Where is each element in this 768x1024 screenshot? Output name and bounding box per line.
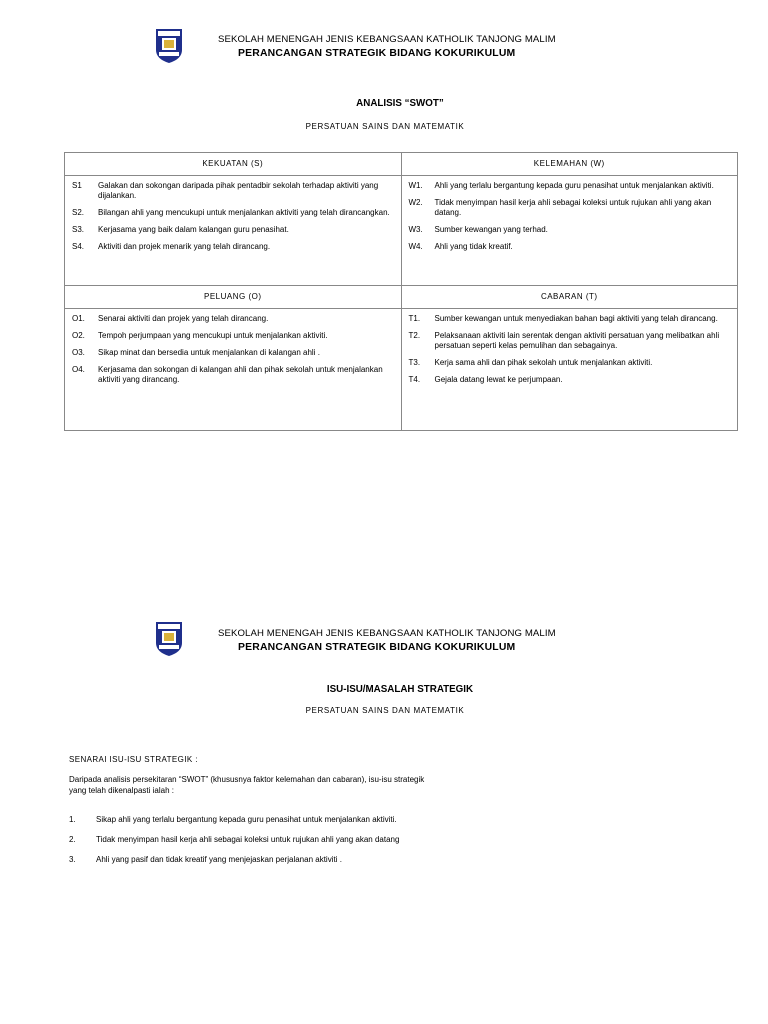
threat-item	[409, 314, 732, 324]
item-code: T2.	[408, 331, 421, 340]
item-text: Kerjasama yang baik dalam kalangan guru penasihat.	[98, 225, 289, 234]
threats-cell	[401, 309, 738, 431]
strength-item	[72, 242, 395, 252]
item-text: Kerja sama ahli dan pihak sekolah untuk menjalankan aktiviti.	[434, 358, 653, 367]
item-number: 2.	[69, 835, 76, 844]
issues-list	[69, 815, 399, 875]
item-code: O1.	[72, 314, 85, 323]
item-number: 1.	[69, 815, 76, 824]
item-text: Aktiviti dan projek menarik yang telah dirancang.	[98, 242, 271, 251]
item-text: Senarai aktiviti dan projek yang telah dirancang.	[98, 314, 269, 323]
item-text: Sumber kewangan yang terhad.	[434, 225, 548, 234]
threat-item	[409, 375, 732, 385]
school-crest-icon	[155, 621, 183, 657]
weakness-item	[409, 198, 732, 218]
page-subtitle: PERSATUAN SAINS DAN MATEMATIK	[305, 122, 465, 131]
item-text: Kerjasama dan sokongan di kalangan ahli dan pihak sekolah untuk menjalankan aktiviti yang dirancang.	[98, 365, 383, 384]
opportunity-item	[72, 365, 395, 385]
list-item	[69, 815, 399, 824]
item-text: Ahli yang tidak kreatif.	[434, 242, 513, 251]
item-code: T1.	[408, 314, 421, 323]
opportunities-cell	[65, 309, 402, 431]
item-code: O2.	[72, 331, 85, 340]
item-code: S4.	[72, 242, 85, 251]
item-text: Galakan dan sokongan daripada pihak pentadbir sekolah terhadap aktiviti yang dijalankan.	[98, 181, 379, 200]
opportunity-item	[72, 331, 395, 341]
item-text: Sumber kewangan untuk menyediakan bahan bagi aktiviti yang telah dirancang.	[434, 314, 718, 323]
threat-item	[409, 358, 732, 368]
list-item	[69, 835, 399, 844]
threats-header: CABARAN (T)	[401, 286, 738, 309]
item-code: O4.	[72, 365, 85, 374]
strength-item	[72, 181, 395, 201]
item-code: S1	[72, 181, 82, 190]
item-text: Tidak menyimpan hasil kerja ahli sebagai koleksi untuk rujukan ahli yang akan datang.	[434, 198, 712, 217]
item-text: Tidak menyimpan hasil kerja ahli sebagai koleksi untuk rujukan ahli yang akan datang	[96, 835, 400, 844]
item-text: Pelaksanaan aktiviti lain serentak dengan aktiviti persatuan yang melibatkan ahli persatuan seperti kelas pemulihan dan sebagainya.	[434, 331, 720, 350]
item-text: Sikap ahli yang terlalu bergantung kepada guru penasihat untuk menjalankan aktiviti.	[96, 815, 397, 824]
school-name: SEKOLAH MENENGAH JENIS KEBANGSAAN KATHOLIK TANJONG MALIM	[218, 34, 556, 45]
item-text: Bilangan ahli yang mencukupi untuk menjalankan aktiviti yang telah dirancangkan.	[98, 208, 390, 217]
page-title: ISU-ISU/MASALAH STRATEGIK	[326, 684, 474, 695]
page-title: ANALISIS “SWOT”	[356, 98, 444, 109]
department-title: PERANCANGAN STRATEGIK BIDANG KOKURIKULUM	[238, 48, 516, 59]
item-text: Gejala datang lewat ke perjumpaan.	[434, 375, 563, 384]
item-code: W1.	[408, 181, 423, 190]
issues-heading: SENARAI ISU-ISU STRATEGIK :	[69, 755, 198, 764]
item-number: 3.	[69, 855, 76, 864]
intro-line-1: Daripada analisis persekitaran “SWOT” (khususnya faktor kelemahan dan cabaran), isu-isu strategik	[69, 775, 425, 784]
department-title: PERANCANGAN STRATEGIK BIDANG KOKURIKULUM	[238, 642, 516, 653]
swot-table	[64, 152, 738, 431]
item-code: W4.	[408, 242, 423, 251]
page-subtitle: PERSATUAN SAINS DAN MATEMATIK	[305, 706, 465, 715]
item-code: T4.	[408, 375, 421, 384]
intro-line-2: yang telah dikenalpasti ialah :	[69, 786, 174, 795]
opportunity-item	[72, 348, 395, 358]
threat-item	[409, 331, 732, 351]
weakness-item	[409, 225, 732, 235]
school-crest-icon	[155, 28, 183, 64]
strength-item	[72, 208, 395, 218]
item-code: O3.	[72, 348, 85, 357]
item-code: T3.	[408, 358, 421, 367]
item-code: W2.	[408, 198, 423, 207]
item-code: S2.	[72, 208, 85, 217]
item-text: Sikap minat dan bersedia untuk menjalankan di kalangan ahli .	[98, 348, 320, 357]
item-text: Tempoh perjumpaan yang mencukupi untuk menjalankan aktiviti.	[98, 331, 328, 340]
strength-item	[72, 225, 395, 235]
weakness-item	[409, 181, 732, 191]
item-text: Ahli yang pasif dan tidak kreatif yang menjejaskan perjalanan aktiviti .	[96, 855, 342, 864]
school-name: SEKOLAH MENENGAH JENIS KEBANGSAAN KATHOLIK TANJONG MALIM	[218, 628, 556, 639]
item-text: Ahli yang terlalu bergantung kepada guru penasihat untuk menjalankan aktiviti.	[434, 181, 714, 190]
strengths-cell	[65, 176, 402, 286]
item-code: W3.	[408, 225, 423, 234]
list-item	[69, 855, 399, 864]
opportunities-header: PELUANG (O)	[65, 286, 402, 309]
weaknesses-header: KELEMAHAN (W)	[401, 153, 738, 176]
opportunity-item	[72, 314, 395, 324]
item-code: S3.	[72, 225, 85, 234]
strengths-header: KEKUATAN (S)	[65, 153, 402, 176]
weaknesses-cell	[401, 176, 738, 286]
weakness-item	[409, 242, 732, 252]
